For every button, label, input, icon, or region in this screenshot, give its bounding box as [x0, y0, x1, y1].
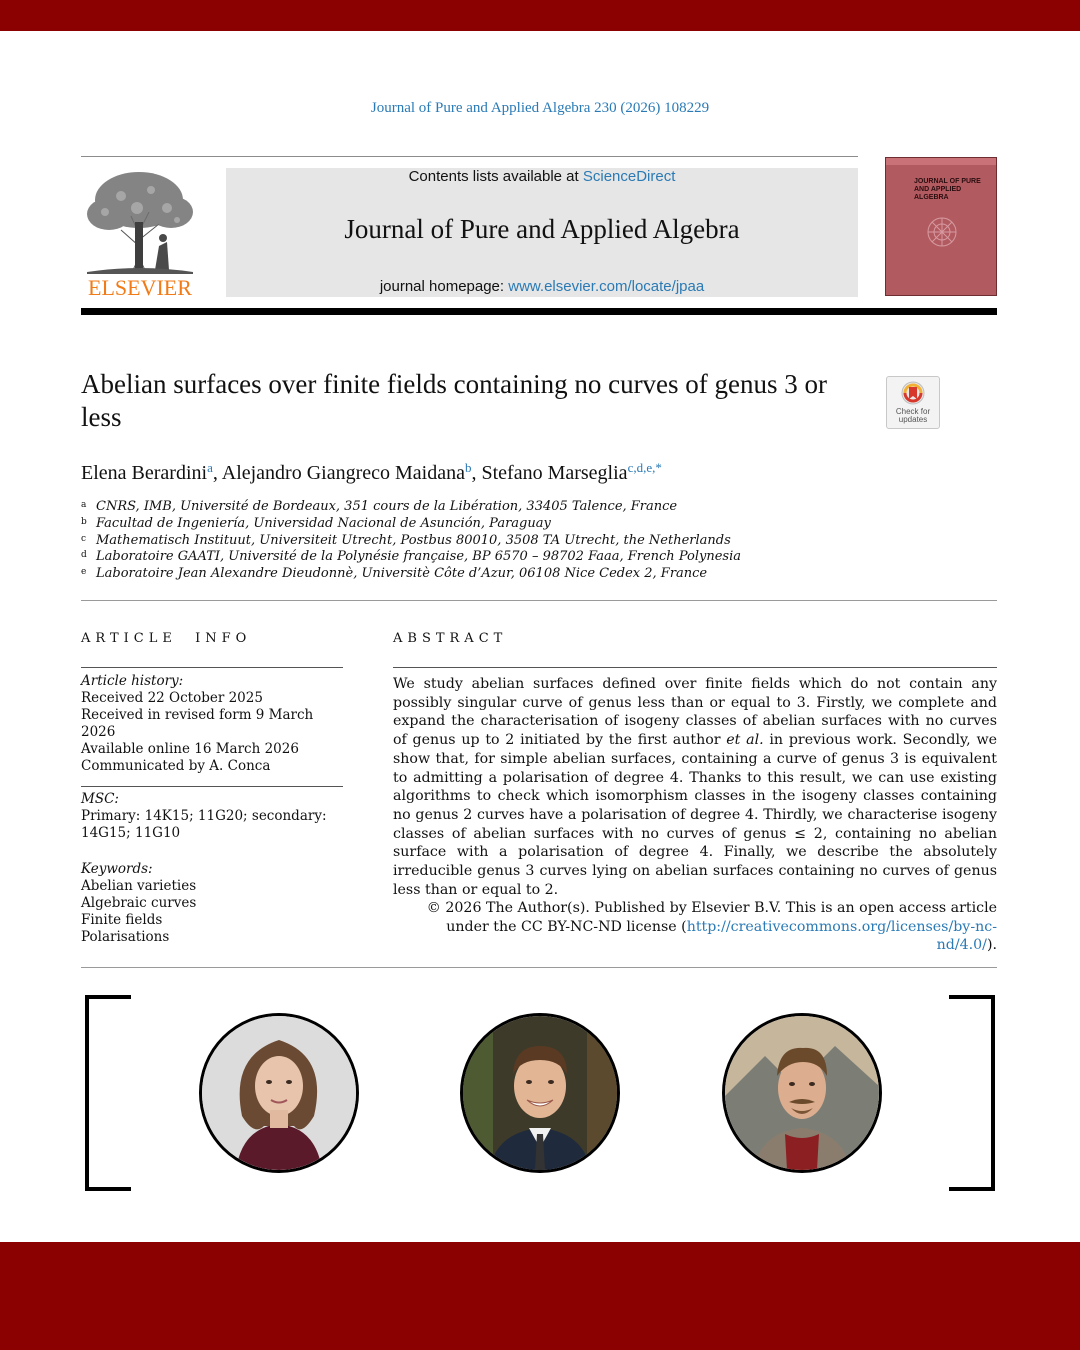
article-history [81, 673, 343, 775]
affiliation-mark: c [81, 533, 87, 544]
affiliation-item [81, 499, 997, 516]
abstract-part-2: in previous work. Secondly, we show that, for simple abelian surfaces, containing a curve of genus 3 is equivalent to admitting a polarisation of degree 4. Thanks to this result, we can use existing algorithms to check which isomorphism classes in the isogeny classes containing no genus 2 curves have a polarisation of degree 4. Thirdly, we characterise isogeny classes of abelian surfaces with no curves of genus ≤ 2, containing no abelian surface with a polarisation of degree 4. Finally, we describe the absolutely irreducible genus 3 curves lying on abelian surfaces containing no curves of genus less than or equal to 2. [393, 732, 997, 898]
affiliation-item [81, 533, 997, 550]
affiliation-list [81, 499, 997, 583]
author-affiliation-mark[interactable]: a [207, 460, 213, 475]
left-bracket-icon [85, 995, 131, 1191]
journal-homepage-link[interactable]: www.elsevier.com/locate/jpaa [508, 278, 705, 295]
keyword-item: Algebraic curves [81, 895, 197, 911]
bottom-color-band [0, 1242, 1080, 1350]
msc-label: MSC: [81, 791, 119, 807]
contents-prefix: Contents lists available at [408, 168, 583, 185]
keywords-label: Keywords: [81, 861, 153, 877]
author-list [81, 460, 997, 485]
portrait-2-image [463, 1016, 617, 1170]
author-name[interactable]: Elena Berardini [81, 462, 208, 484]
abstract-etal: et al. [726, 732, 764, 749]
header-bottom-rule [81, 308, 997, 315]
author-portrait-2 [460, 1013, 620, 1173]
affiliation-item [81, 566, 997, 583]
author-name[interactable]: Alejandro Giangreco Maidana [221, 462, 465, 484]
homepage-line [226, 278, 858, 295]
homepage-prefix: journal homepage: [379, 278, 509, 295]
author-name[interactable]: Stefano Marseglia [481, 462, 628, 484]
portrait-3-image [725, 1016, 879, 1170]
journal-header-box [226, 168, 858, 297]
affiliation-text: Laboratoire Jean Alexandre Dieudonnè, Universitè Côte d’Azur, 06108 Nice Cedex 2, France [96, 566, 708, 582]
copyright-prefix: © 2026 The Author(s). Published by Elsevier B.V. This is an open access article under the CC BY-NC-ND license ( [426, 900, 997, 935]
elsevier-wordmark[interactable]: ELSEVIER [88, 275, 192, 300]
header-top-rule [81, 156, 858, 157]
journal-citation[interactable]: Journal of Pure and Applied Algebra 230 (2026) 108229 [370, 100, 710, 116]
copyright-notice [393, 899, 997, 955]
author-separator: , [212, 462, 222, 484]
author-portrait-3 [722, 1013, 882, 1173]
history-rule [81, 786, 343, 787]
affiliation-mark: e [81, 567, 87, 578]
check-updates-label: Check for updates [895, 407, 931, 424]
keyword-item: Finite fields [81, 912, 163, 928]
affiliation-mark: a [81, 500, 87, 510]
affiliations-rule [81, 600, 997, 601]
author-affiliation-mark[interactable]: c,d,e,* [627, 460, 662, 475]
article-info-rule [81, 667, 343, 668]
license-link[interactable]: http://creativecommons.org/licenses/by-nc-nd/4.0/ [686, 918, 997, 954]
article-info-heading: ARTICLE INFO [81, 631, 252, 646]
journal-name: Journal of Pure and Applied Algebra [344, 214, 740, 244]
article-title: Abelian surfaces over finite fields containing no curves of genus 3 or less [81, 369, 828, 432]
affiliation-text: Mathematisch Instituut, Universiteit Utrecht, Postbus 80010, 3508 TA Utrecht, the Netherlands [96, 532, 731, 548]
check-updates-icon [901, 381, 925, 407]
contents-line [226, 168, 858, 186]
abstract-rule [393, 667, 997, 668]
cover-title: JOURNAL OF PURE AND APPLIED ALGEBRA [914, 178, 981, 201]
keyword-item: Polarisations [81, 929, 170, 945]
author-separator: , [471, 462, 482, 484]
check-for-updates-button[interactable] [886, 376, 940, 429]
keywords-block [81, 861, 343, 946]
history-label: Article history: [81, 673, 184, 689]
affiliation-mark: d [81, 550, 87, 561]
portrait-1-image [202, 1016, 356, 1170]
top-color-band [0, 0, 1080, 31]
copyright-suffix: ). [986, 937, 997, 954]
affiliation-mark: b [81, 516, 87, 527]
cover-strip [886, 158, 996, 165]
content-bottom-rule [81, 967, 997, 968]
author-portrait-1 [199, 1013, 359, 1173]
keyword-item: Abelian varieties [81, 878, 197, 894]
abstract-text [393, 675, 997, 899]
cover-emblem-icon [916, 210, 968, 254]
sciencedirect-link[interactable]: ScienceDirect [582, 168, 676, 185]
author-affiliation-mark[interactable]: b [464, 460, 472, 475]
abstract-heading: ABSTRACT [393, 631, 508, 646]
affiliation-item [81, 549, 997, 566]
abstract-part-1: We study abelian surfaces defined over finite fields which do not contain any possibly singular curve of genus less than or equal to 3. Firstly, we complete and expand the characterisation of isogeny classes of abelian surfaces with no curves of genus up to 2 initiated by the first author [393, 676, 997, 749]
affiliation-text: Facultad de Ingeniería, Universidad Nacional de Asunción, Paraguay [96, 515, 551, 531]
affiliation-item [81, 516, 997, 533]
affiliation-text: Laboratoire GAATI, Université de la Polynésie française, BP 6570 – 98702 Faaa, French Polynesia [96, 549, 742, 565]
journal-cover-thumbnail[interactable] [885, 157, 997, 296]
history-item: Received in revised form 9 March 2026 [81, 707, 314, 740]
affiliation-text: CNRS, IMB, Université de Bordeaux, 351 cours de la Libération, 33405 Talence, France [96, 499, 678, 514]
history-item: Communicated by A. Conca [81, 758, 271, 774]
right-bracket-icon [949, 995, 995, 1191]
history-item: Received 22 October 2025 [81, 690, 263, 706]
msc-codes: Primary: 14K15; 11G20; secondary: 14G15; 11G10 [81, 808, 327, 841]
history-item: Available online 16 March 2026 [81, 741, 299, 757]
msc-block [81, 791, 343, 842]
